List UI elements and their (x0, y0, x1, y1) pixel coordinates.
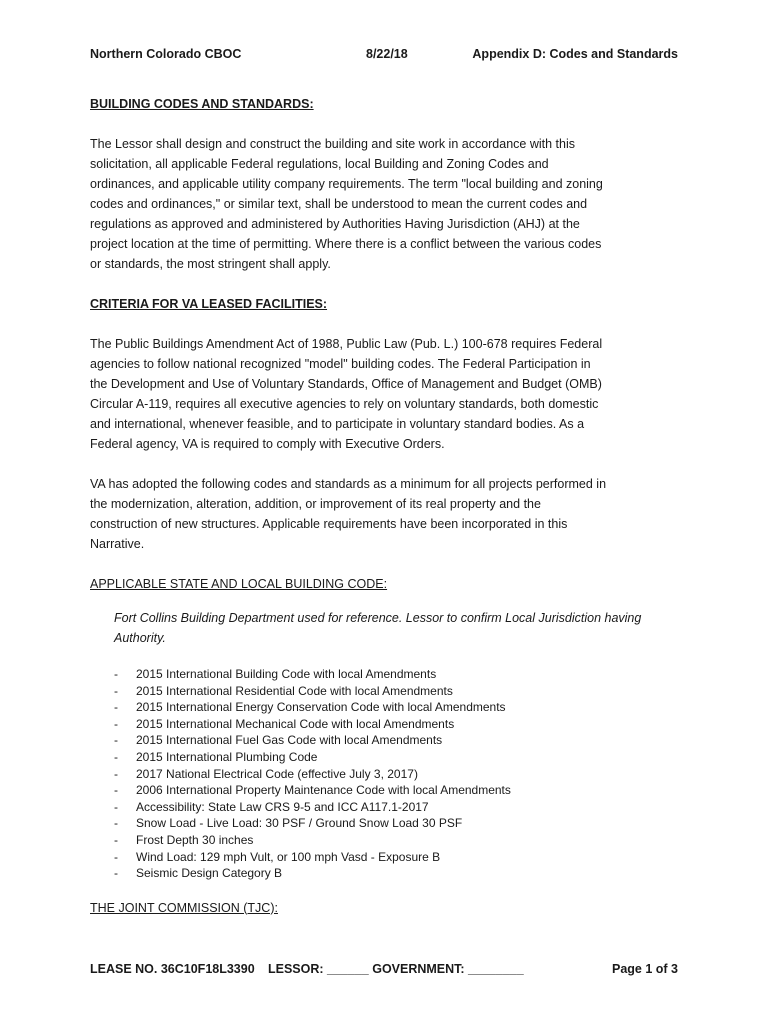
header-project-name: Northern Colorado CBOC (90, 47, 242, 61)
page-footer (90, 962, 678, 980)
list-item: - Accessibility: State Law CRS 9-5 and ICC A117.1-2017 (90, 799, 610, 816)
list-item: - Seismic Design Category B (90, 865, 610, 882)
list-item: - 2015 International Building Code with local Amendments (90, 666, 610, 683)
list-item: - 2006 International Property Maintenance Code with local Amendments (90, 782, 610, 799)
list-item: - Wind Load: 129 mph Vult, or 100 mph Vasd - Exposure B (90, 849, 610, 866)
list-item: - 2015 International Fuel Gas Code with local Amendments (90, 732, 610, 749)
jurisdiction-note: Fort Collins Building Department used for reference. Lessor to confirm Local Jurisdiction having Authority. (114, 611, 642, 645)
tjc-heading: THE JOINT COMMISSION (TJC): (90, 900, 278, 915)
criteria-paragraph-1: The Public Buildings Amendment Act of 1988, Public Law (Pub. L.) 100-678 requires Federal agencies to follow national recognized "model" building codes. The Federal Participation in the Development and Use of Voluntary Standards, Office of Management and Budget (OMB) Circular A-119, requires all executive agencies to rely on voluntary standards, both domestic and international, whenever feasible, and to participate in voluntary standard bodies. As a Federal agency, VA is required to comply with Executive Orders. (90, 337, 603, 451)
criteria-heading: CRITERIA FOR VA LEASED FACILITIES: (90, 297, 328, 311)
lease-number: LEASE NO. 36C10F18L3390 (90, 962, 255, 976)
list-item: - 2015 International Mechanical Code with local Amendments (90, 716, 610, 733)
criteria-paragraph-2: VA has adopted the following codes and standards as a minimum for all projects performed in the modernization, alteration, addition, or improvement of its real property and the construction of new structures. Applicable requirements have been incorporated in this Narrative. (90, 477, 607, 551)
list-item: - Frost Depth 30 inches (90, 832, 610, 849)
state-local-code-heading: APPLICABLE STATE AND LOCAL BUILDING CODE: (90, 577, 388, 591)
list-item: - 2015 International Energy Conservation Code with local Amendments (90, 699, 610, 716)
list-item: - 2015 International Residential Code with local Amendments (90, 683, 610, 700)
applicable-codes-list (90, 666, 610, 882)
list-item: - 2017 National Electrical Code (effective July 3, 2017) (90, 766, 610, 783)
building-codes-heading: BUILDING CODES AND STANDARDS: (90, 97, 314, 111)
header-appendix-title: Appendix D: Codes and Standards (472, 47, 678, 61)
list-item: - Snow Load - Live Load: 30 PSF / Ground Snow Load 30 PSF (90, 815, 610, 832)
signature-initials-line: LESSOR: ______ GOVERNMENT: ________ (268, 962, 524, 976)
building-codes-paragraph: The Lessor shall design and construct the building and site work in accordance with this solicitation, all applicable Federal regulations, local Building and Zoning Codes and ordinances, and applicable utility company requirements. The term "local building and zoning codes and ordinances," or similar text, shall be understood to mean the current codes and regulations as approved and administered by Authorities Having Jurisdiction (AHJ) at the project location at the time of permitting. Where there is a conflict between the various codes or standards, the most stringent shall apply. (90, 137, 603, 271)
list-item: - 2015 International Plumbing Code (90, 749, 610, 766)
page-header (90, 47, 678, 65)
header-date: 8/22/18 (366, 47, 408, 61)
document-body (90, 94, 642, 932)
page-number: Page 1 of 3 (612, 962, 678, 976)
